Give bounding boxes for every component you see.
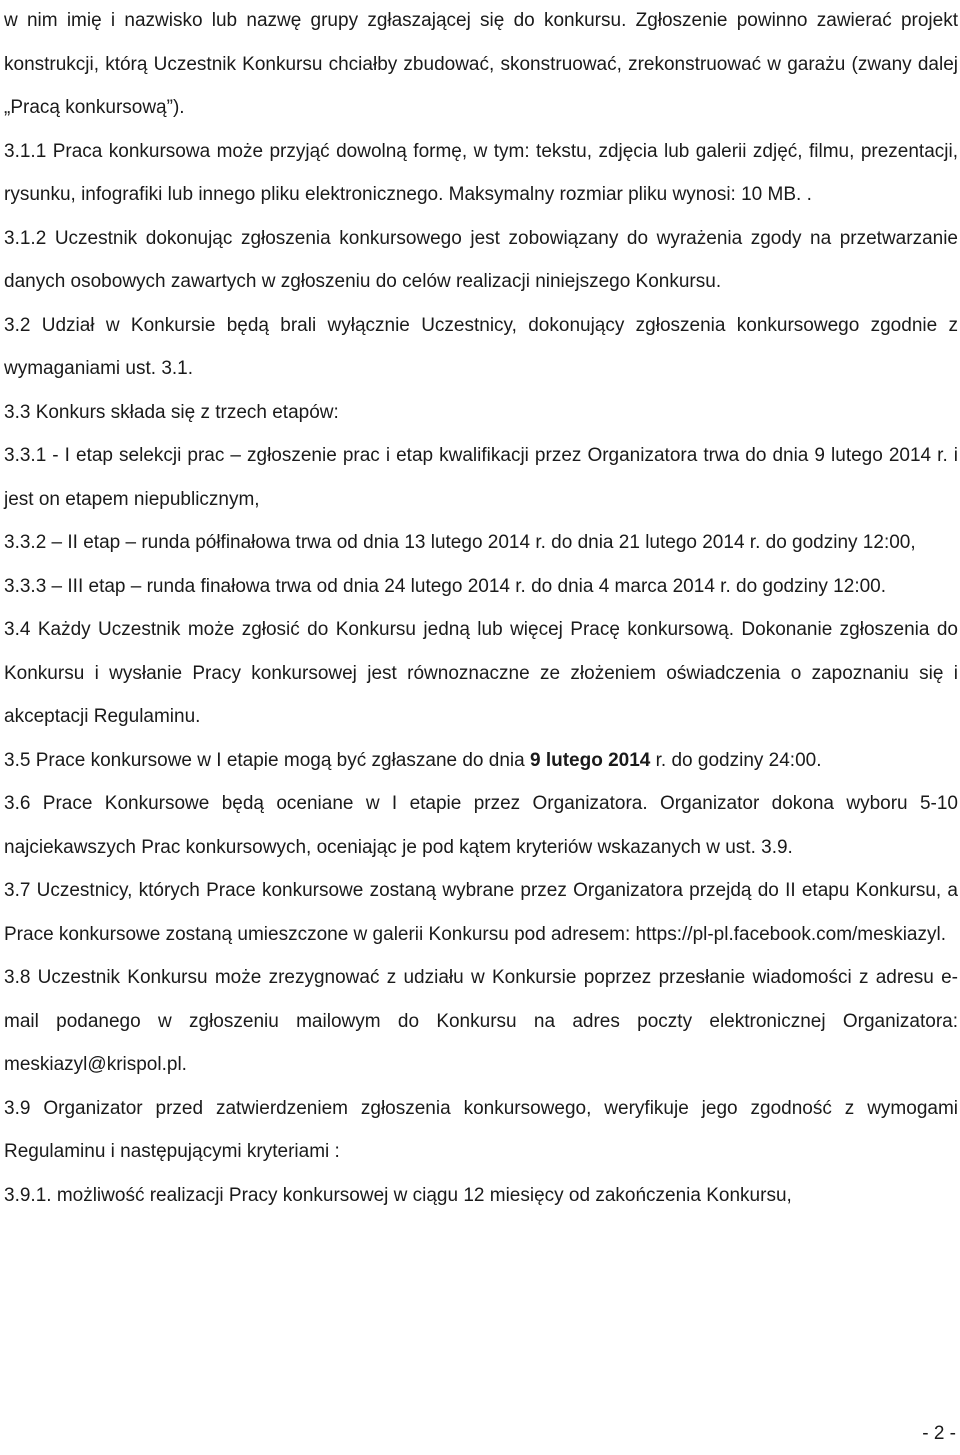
- paragraph-3-9: 3.9 Organizator przed zatwierdzeniem zgłoszenia konkursowego, weryfikuje jego zgodność z wymogami Regulaminu i następującymi kryteriami :: [4, 1097, 958, 1162]
- paragraph-3-2: 3.2 Udział w Konkursie będą brali wyłącznie Uczestnicy, dokonujący zgłoszenia konkursowego zgodnie z wymaganiami ust. 3.1.: [4, 314, 958, 379]
- paragraph-3-3: 3.3 Konkurs składa się z trzech etapów:: [4, 401, 339, 423]
- paragraph-3-1-1: 3.1.1 Praca konkursowa może przyjąć dowolną formę, w tym: tekstu, zdjęcia lub galerii zdjęć, filmu, prezentacji, rysunku, infografiki lub innego pliku elektronicznego. Maksymalny rozmiar pliku wynosi: 10 MB. .: [4, 140, 958, 205]
- paragraph-3-9-1: 3.9.1. możliwość realizacji Pracy konkursowej w ciągu 12 miesięcy od zakończenia Konkursu,: [4, 1184, 792, 1206]
- paragraph-3-5-before: 3.5 Prace konkursowe w I etapie mogą być zgłaszane do dnia: [4, 749, 530, 771]
- paragraph-3-1-2: 3.1.2 Uczestnik dokonując zgłoszenia konkursowego jest zobowiązany do wyrażenia zgody na przetwarzanie danych osobowych zawartych w zgłoszeniu do celów realizacji niniejszego Konkursu.: [4, 227, 958, 292]
- paragraph-intro: w nim imię i nazwisko lub nazwę grupy zgłaszającej się do konkursu. Zgłoszenie powinno zawierać projekt konstrukcji, którą Uczestnik Konkursu chciałby zbudować, skonstruować, zrekonstruować w garażu (zwany dalej „Pracą konkursową”).: [4, 10, 958, 118]
- paragraph-3-8: 3.8 Uczestnik Konkursu może zrezygnować z udziału w Konkursie poprzez przesłanie wiadomości z adresu e-mail podanego w zgłoszeniu mailowym do Konkursu na adres poczty elektronicznej Organizatora: meskiazyl@krispol.pl.: [4, 967, 958, 1075]
- paragraph-3-6: 3.6 Prace Konkursowe będą oceniane w I etapie przez Organizatora. Organizator dokona wyboru 5-10 najciekawszych Prac konkursowych, oceniając je pod kątem kryteriów wskazanych w ust. 3.9.: [4, 793, 958, 858]
- paragraph-3-3-1: 3.3.1 - I etap selekcji prac – zgłoszenie prac i etap kwalifikacji przez Organizatora trwa do dnia 9 lutego 2014 r. i jest on etapem niepublicznym,: [4, 445, 958, 510]
- document-page: [4, 0, 958, 1217]
- page-number: - 2 -: [922, 1423, 956, 1444]
- paragraph-3-5-after: r. do godziny 24:00.: [650, 749, 822, 771]
- paragraph-3-3-2: 3.3.2 – II etap – runda półfinałowa trwa od dnia 13 lutego 2014 r. do dnia 21 lutego 2014 r. do godziny 12:00,: [4, 532, 916, 553]
- paragraph-3-5: [4, 739, 958, 783]
- paragraph-3-4: 3.4 Każdy Uczestnik może zgłosić do Konkursu jedną lub więcej Pracę konkursową. Dokonanie zgłoszenia do Konkursu i wysłanie Pracy konkursowej jest równoznaczne ze złożeniem oświadczenia o zapoznaniu się i akceptacji Regulaminu.: [4, 619, 958, 727]
- paragraph-3-7: 3.7 Uczestnicy, których Prace konkursowe zostaną wybrane przez Organizatora przejdą do II etapu Konkursu, a Prace konkursowe zostaną umieszczone w galerii Konkursu pod adresem: https://pl-pl.facebook.com/meskiazyl.: [4, 880, 958, 945]
- paragraph-3-5-bold-date: 9 lutego 2014: [529, 749, 651, 771]
- paragraph-3-3-3: 3.3.3 – III etap – runda finałowa trwa od dnia 24 lutego 2014 r. do dnia 4 marca 2014 r. do godziny 12:00.: [4, 575, 887, 597]
